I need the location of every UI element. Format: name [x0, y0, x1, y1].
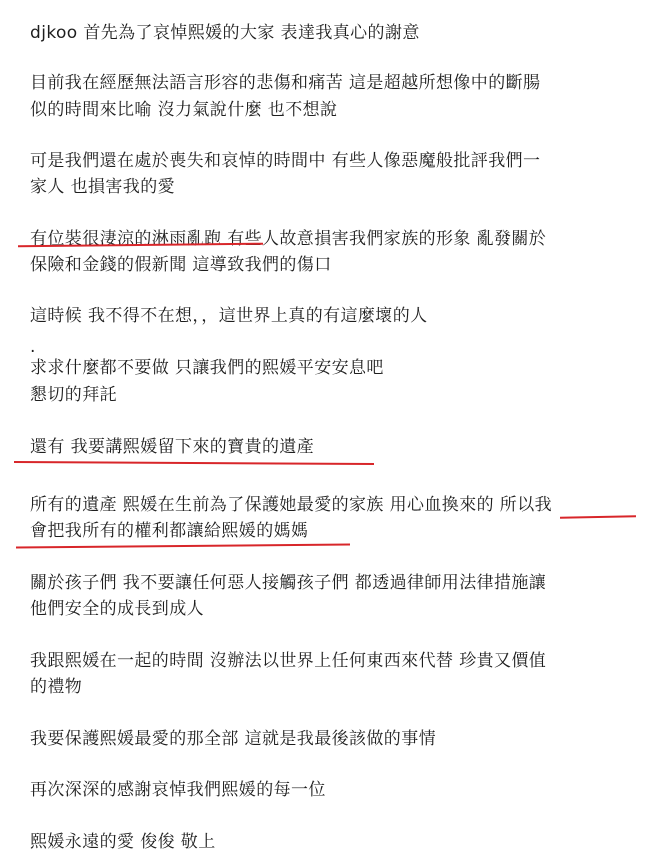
- text-line: 再次深深的感謝哀悼我們熙媛的每一位: [30, 780, 326, 800]
- text-line: 還有 我要講熙媛留下來的寶貴的遺產: [30, 437, 315, 457]
- text-line: 求求什麼都不要做 只讓我們的熙媛平安安息吧: [30, 358, 384, 378]
- text-line: djkoo 首先為了哀悼熙媛的大家 表達我真心的謝意: [30, 23, 420, 43]
- text-line: 可是我們還在處於喪失和哀悼的時間中 有些人像惡魔般批評我們一: [30, 151, 541, 171]
- red-underline-annotation: [14, 461, 374, 465]
- text-line: 家人 也損害我的愛: [30, 177, 176, 197]
- text-line: 似的時間來比喻 沒力氣說什麼 也不想說: [30, 100, 338, 120]
- text-line: 保險和金錢的假新聞 這導致我們的傷口: [30, 255, 332, 275]
- text-line: 所有的遺產 熙媛在生前為了保護她最愛的家族 用心血換來的 所以我: [30, 495, 553, 515]
- text-line: 有位裝很淒涼的淋雨亂跑 有些人故意損害我們家族的形象 亂發關於: [30, 229, 547, 249]
- text-line: 會把我所有的權利都讓給熙媛的媽媽: [30, 521, 309, 541]
- red-underline-annotation: [560, 515, 636, 519]
- text-line: 熙媛永遠的愛 俊俊 敬上: [30, 832, 216, 852]
- text-line: 我跟熙媛在一起的時間 沒辦法以世界上任何東西來代替 珍貴又價值: [30, 651, 547, 671]
- text-line: 我要保護熙媛最愛的那全部 這就是我最後該做的事情: [30, 729, 437, 749]
- red-underline-annotation: [16, 544, 350, 549]
- text-dot: .: [30, 337, 36, 357]
- text-line: 這時候 我不得不在想，，這世界上真的有這麼壞的人: [30, 306, 428, 326]
- text-line: 目前我在經歷無法語言形容的悲傷和痛苦 這是超越所想像中的斷腸: [30, 73, 541, 93]
- text-line: 關於孩子們 我不要讓任何惡人接觸孩子們 都透過律師用法律措施讓: [30, 573, 547, 593]
- text-line: 懇切的拜託: [30, 385, 117, 405]
- text-line: 的禮物: [30, 677, 83, 697]
- text-line: 他們安全的成長到成人: [30, 599, 204, 619]
